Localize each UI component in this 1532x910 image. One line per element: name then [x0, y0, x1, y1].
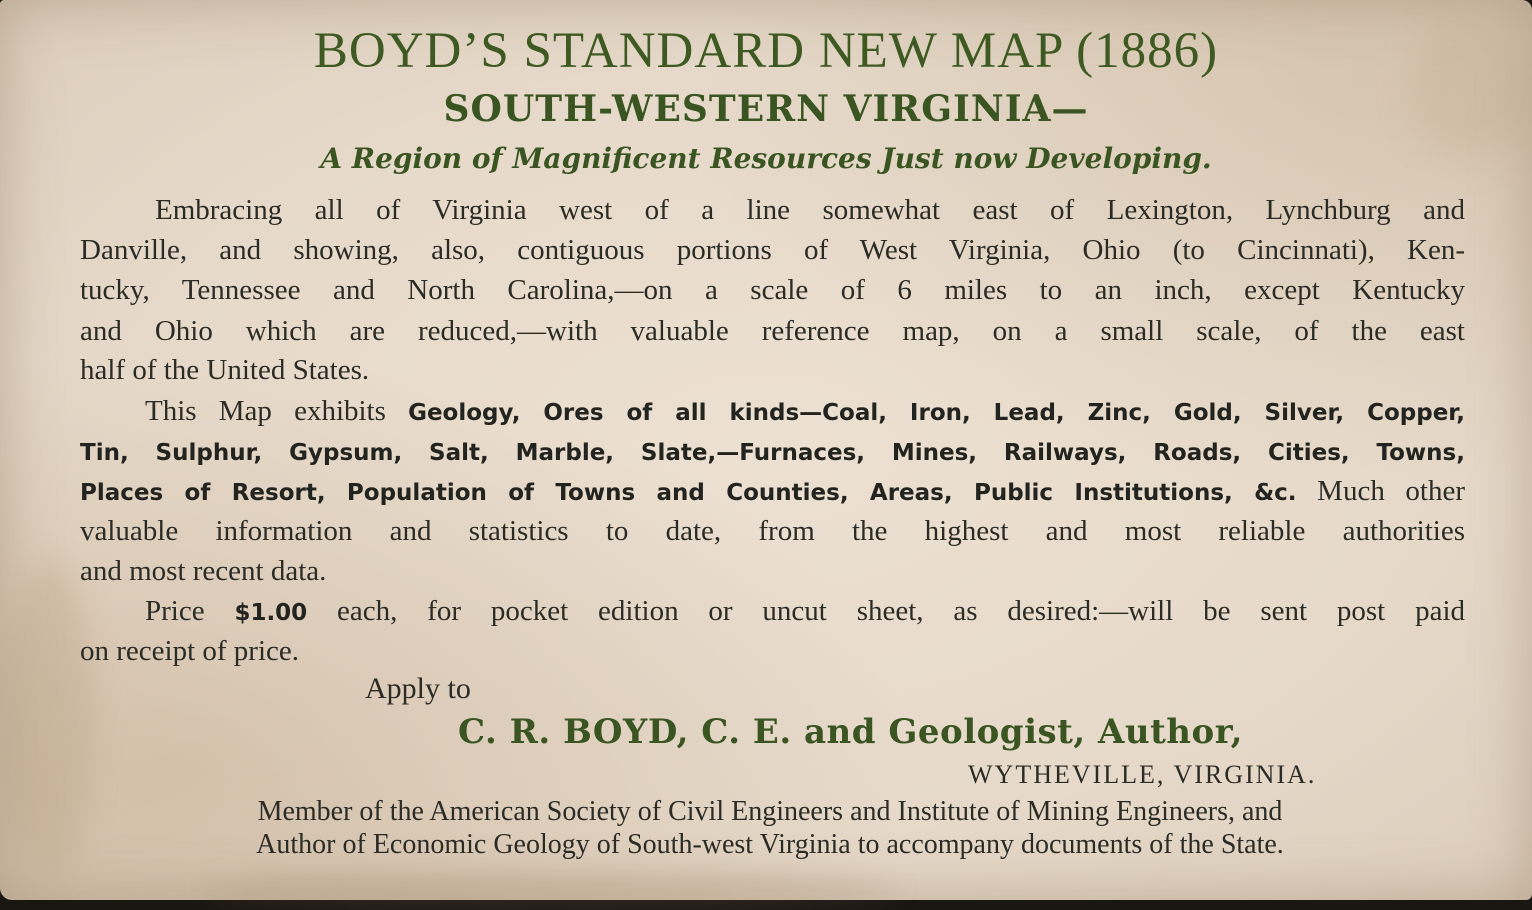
paragraph-2-line-4: valuable information and statistics to date, from the highest and most reliable authorities: [80, 515, 1465, 547]
paragraph-1-line-1: Embracing all of Virginia west of a line somewhat east of Lexington, Lynchburg and: [155, 194, 1465, 226]
paper-stain: [200, 870, 900, 910]
paragraph-2-resources-bold: Geology, Ores of all kinds—Coal, Iron, Lead, Zinc, Gold, Silver, Copper,: [408, 400, 1465, 426]
paragraph-2-resources-bold: Tin, Sulphur, Gypsum, Salt, Marble, Slate,—Furnaces, Mines, Railways, Roads, Cities, Towns,: [80, 440, 1465, 466]
paragraph-2-line-5: and most recent data.: [80, 555, 327, 587]
membership-line-2: Author of Economic Geology of South-west Virginia to accompany documents of the State.: [256, 829, 1284, 860]
paragraph-2-intro: This Map exhibits: [145, 395, 409, 427]
paragraph-1-line-2: Danville, and showing, also, contiguous portions of West Virginia, Ohio (to Cincinnati), Ken-: [80, 234, 1465, 266]
author-location: WYTHEVILLE, VIRGINIA.: [968, 760, 1317, 789]
paragraph-2-line-3: [80, 471, 1465, 511]
price-value: $1.00: [234, 600, 308, 626]
author-name: C. R. BOYD, C. E. and Geologist, Author,: [458, 712, 1243, 752]
paragraph-3-line-1: [145, 591, 1465, 631]
paragraph-2-resources-bold: Places of Resort, Population of Towns and Counties, Areas, Public Institutions, &c.: [80, 480, 1297, 506]
price-tail: each, for pocket edition or uncut sheet, as desired:—will be sent post paid: [307, 595, 1466, 627]
membership-line-1: Member of the American Society of Civil Engineers and Institute of Mining Engineers, and: [257, 796, 1283, 827]
paragraph-2-line-2: [80, 431, 1465, 471]
paragraph-2-line-1: [145, 391, 1465, 431]
paragraph-2-tail: Much other: [1317, 475, 1466, 507]
card-title: BOYD’S STANDARD NEW MAP (1886): [313, 23, 1219, 79]
paragraph-3-line-2: on receipt of price.: [80, 635, 300, 667]
paragraph-1-line-5: half of the United States.: [80, 354, 370, 386]
apply-to-label: Apply to: [365, 672, 471, 705]
paragraph-1-line-3: tucky, Tennessee and North Carolina,—on a scale of 6 miles to an inch, except Kentucky: [80, 274, 1465, 306]
card-subtitle: SOUTH-WESTERN VIRGINIA—: [443, 88, 1089, 130]
card-tagline: A Region of Magnificent Resources Just now Developing.: [320, 142, 1212, 175]
paragraph-1-line-4: and Ohio which are reduced,—with valuable reference map, on a small scale, of the east: [80, 315, 1465, 347]
price-intro: Price: [145, 595, 235, 627]
